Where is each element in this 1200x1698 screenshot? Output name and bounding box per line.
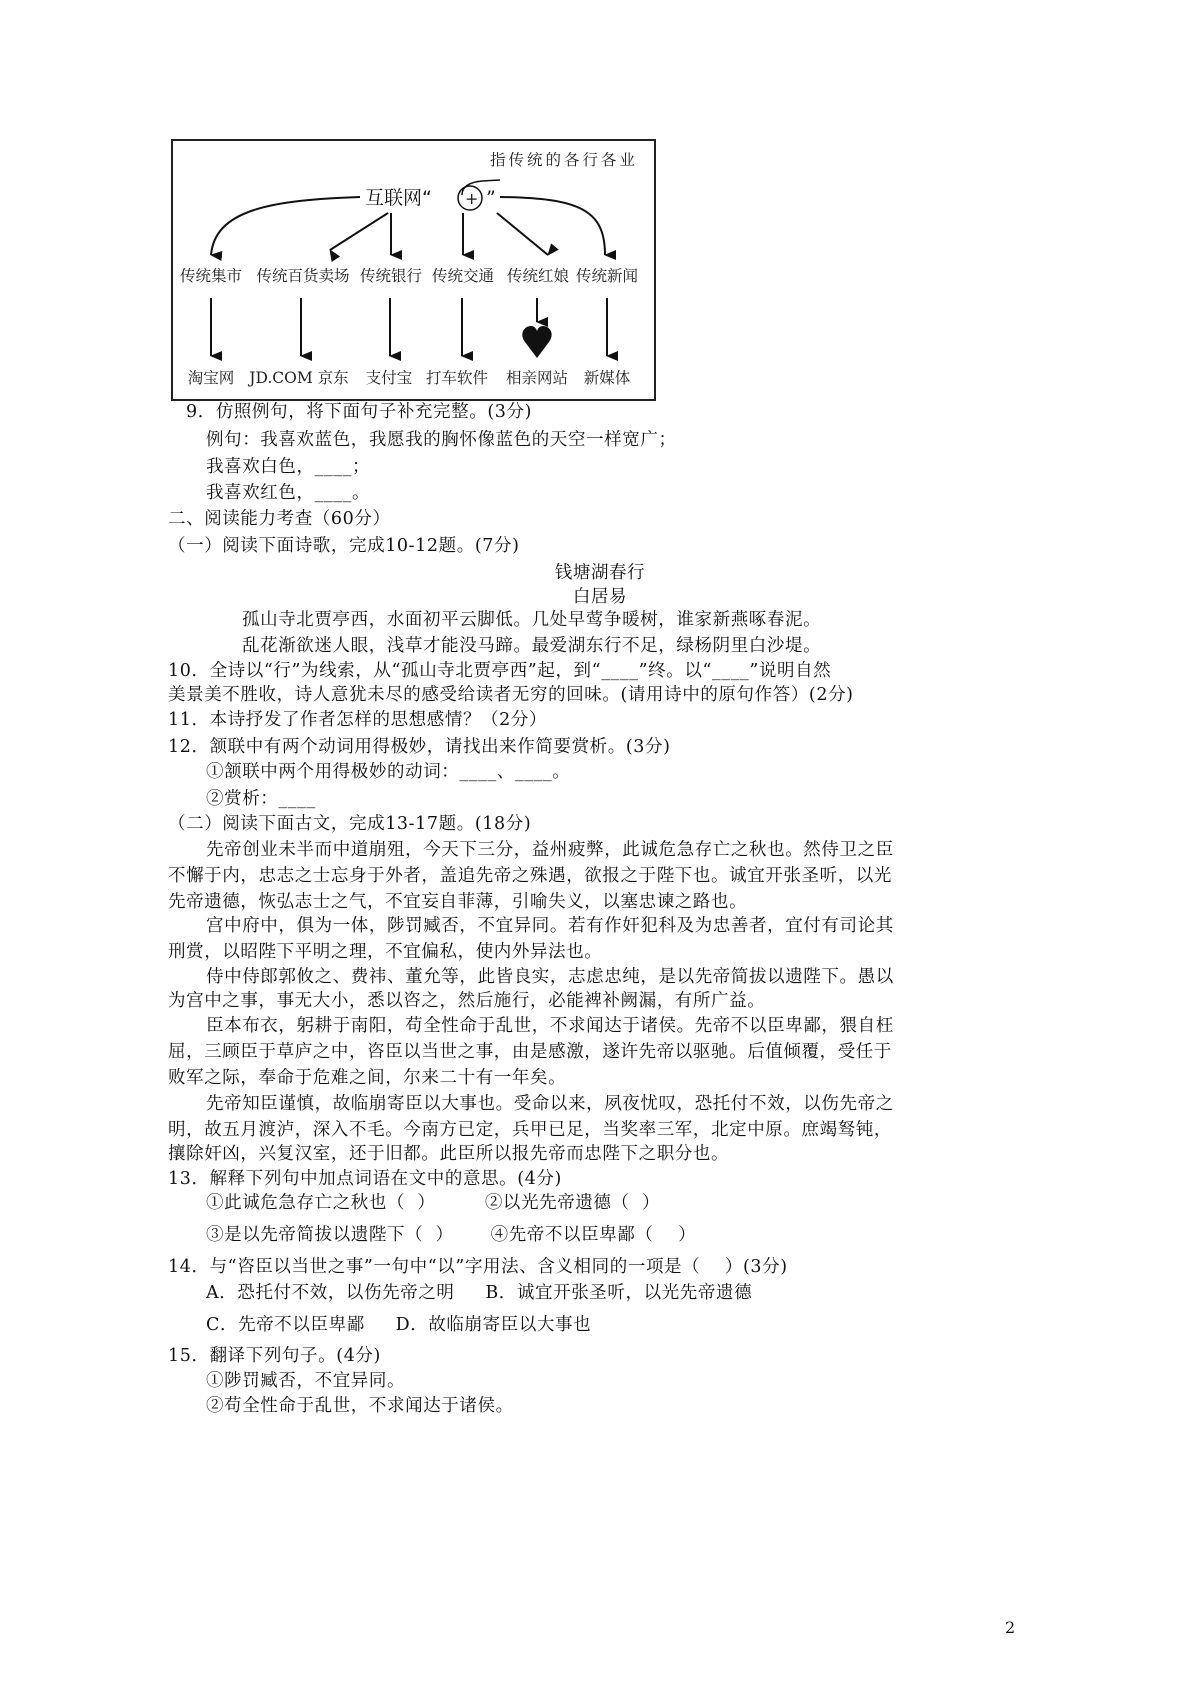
- question-line: 13．解释下列句中加点词语在文中的意思。(4分): [168, 1169, 562, 1189]
- center-label: 互联网“: [365, 187, 432, 209]
- answer-line: ②赏析：____: [206, 789, 316, 809]
- answer-line: ③是以先帝简拔以遗陛下（ ） ④先帝不以臣卑鄙（ ）: [206, 1225, 697, 1245]
- section-heading: 二、阅读能力考查（60分）: [168, 509, 391, 529]
- text-line: 先帝创业未半而中道崩殂，今天下三分，益州疲弊，此诚危急存亡之秋也。然侍卫之臣: [206, 840, 894, 860]
- center-quote: ”: [486, 187, 496, 209]
- page-number: 2: [1005, 1618, 1016, 1637]
- heart-icon: [522, 326, 551, 358]
- traditional-label: 传统银行: [359, 267, 423, 285]
- traditional-label: 传统集市: [179, 267, 243, 285]
- internet-label: 支付宝: [365, 369, 413, 387]
- question-line: 14．与“咨臣以当世之事”一句中“以”字用法、含义相同的一项是（ ）(3分): [168, 1257, 788, 1277]
- traditional-label: 传统红娘: [506, 267, 570, 285]
- answer-line: ②苟全性命于乱世，不求闻达于诸侯。: [206, 1396, 514, 1416]
- traditional-label: 传统新闻: [575, 267, 639, 285]
- text-line: 为宫中之事，事无大小，悉以咨之，然后施行，必能裨补阙漏，有所广益。: [168, 991, 766, 1011]
- text-line: 攘除奸凶，兴复汉室，还于旧都。此臣所以报先帝而忠陛下之职分也。: [168, 1144, 730, 1164]
- answer-line: ①此诚危急存亡之秋也（ ） ②以光先帝遗德（ ）: [206, 1193, 661, 1213]
- question-line: 15．翻译下列句子。(4分): [168, 1346, 381, 1366]
- internet-label: 相亲网站: [505, 369, 569, 387]
- text-line: 不懈于内，忠志之士忘身于外者，盖追先帝之殊遇，欲报之于陛下也。诚宜开张圣听，以光: [168, 866, 892, 886]
- answer-line: ①颔联中两个用得极妙的动词：____、____。: [206, 762, 571, 782]
- text-line: 宫中府中，俱为一体，陟罚臧否，不宜异同。若有作奸犯科及为忠善者，宜付有司论其: [206, 916, 894, 936]
- traditional-label: 传统百货卖场: [256, 267, 350, 285]
- internet-label: JD.COM 京东: [249, 369, 349, 387]
- text-line: 臣本布衣，躬耕于南阳，苟全性命于乱世，不求闻达于诸侯。先帝不以臣卑鄙，猥自枉: [206, 1016, 894, 1036]
- subsection-heading: （一）阅读下面诗歌，完成10-12题。(7分): [168, 536, 520, 556]
- traditional-row: [180, 267, 638, 285]
- answer-line: 我喜欢白色，____；: [206, 457, 371, 477]
- internet-label: 淘宝网: [187, 369, 235, 387]
- poem-title: 钱塘湖春行: [554, 563, 646, 583]
- answer-line: 我喜欢红色，____。: [206, 483, 371, 503]
- internet-label: 打车软件: [425, 369, 489, 387]
- text-line: 侍中侍郎郭攸之、费祎、董允等，此皆良实，志虑忠纯，是以先帝简拔以遗陛下。愚以: [206, 967, 894, 987]
- answer-line: ①陟罚臧否，不宜异同。: [206, 1371, 406, 1391]
- bottom-arrows: [211, 298, 607, 356]
- arrow-2: [330, 213, 388, 250]
- text-line: 屈，三顾臣于草庐之中，咨臣以当世之事，由是感激，遂许先帝以驱驰。后值倾覆，受任于: [168, 1042, 892, 1062]
- poem-line: 孤山寺北贾亭西，水面初平云脚低。几处早莺争暖树，谁家新燕啄春泥。: [242, 610, 822, 630]
- subsection-heading: （二）阅读下面古文，完成13-17题。(18分): [168, 814, 532, 834]
- internet-plus-diagram: [0, 0, 700, 420]
- text-line: 先帝遗德，恢弘志士之气，不宜妄自菲薄，引喻失义，以塞忠谏之路也。: [168, 892, 748, 912]
- option-line: A．恐托付不效，以伤先帝之明 B．诚宜开张圣听，以光先帝遗德: [206, 1283, 753, 1303]
- question-line: 美景美不胜收，诗人意犹未尽的感受给读者无穷的回味。(请用诗中的原句作答）(2分): [168, 685, 854, 705]
- poem-author: 白居易: [572, 587, 628, 607]
- diagram-note: 指传统的各行各业: [490, 151, 639, 169]
- text-line: 败军之际，奉命于危难之间，尔来二十有一年矣。: [168, 1068, 567, 1088]
- question-line: 9．仿照例句，将下面句子补充完整。(3分): [186, 402, 533, 422]
- traditional-label: 传统交通: [431, 267, 495, 285]
- question-line: 12．颔联中有两个动词用得极妙，请找出来作简要赏析。(3分): [168, 737, 671, 757]
- option-line: C．先帝不以臣卑鄙 D．故临崩寄臣以大事也: [206, 1315, 592, 1335]
- arrow-6: [500, 197, 605, 255]
- poem-line: 乱花渐欲迷人眼，浅草才能没马蹄。最爱湖东行不足，绿杨阴里白沙堤。: [242, 636, 822, 656]
- text-line: 先帝知臣谨慎，故临崩寄臣以大事也。受命以来，夙夜忧叹，恐托付不效，以伤先帝之: [206, 1094, 894, 1114]
- text-line: 刑赏，以昭陛下平明之理，不宜偏私，使内外异法也。: [168, 942, 603, 962]
- question-line: 10．全诗以“行”为线索，从“孤山寺北贾亭西”起，到“____”终。以“____”说明自然: [168, 661, 832, 681]
- text-line: 明，故五月渡泸，深入不毛。今南方已定，兵甲已足，当奖率三军，北定中原。庶竭驽钝，: [168, 1120, 892, 1140]
- arrow-5: [497, 213, 548, 255]
- question-line: 11．本诗抒发了作者怎样的思想感情？（2分）: [168, 710, 548, 730]
- center-plus: +: [465, 189, 479, 208]
- example-line: 例句：我喜欢蓝色，我愿我的胸怀像蓝色的天空一样宽广；: [206, 430, 677, 450]
- internet-row: [188, 369, 631, 387]
- internet-label: 新媒体: [583, 369, 631, 387]
